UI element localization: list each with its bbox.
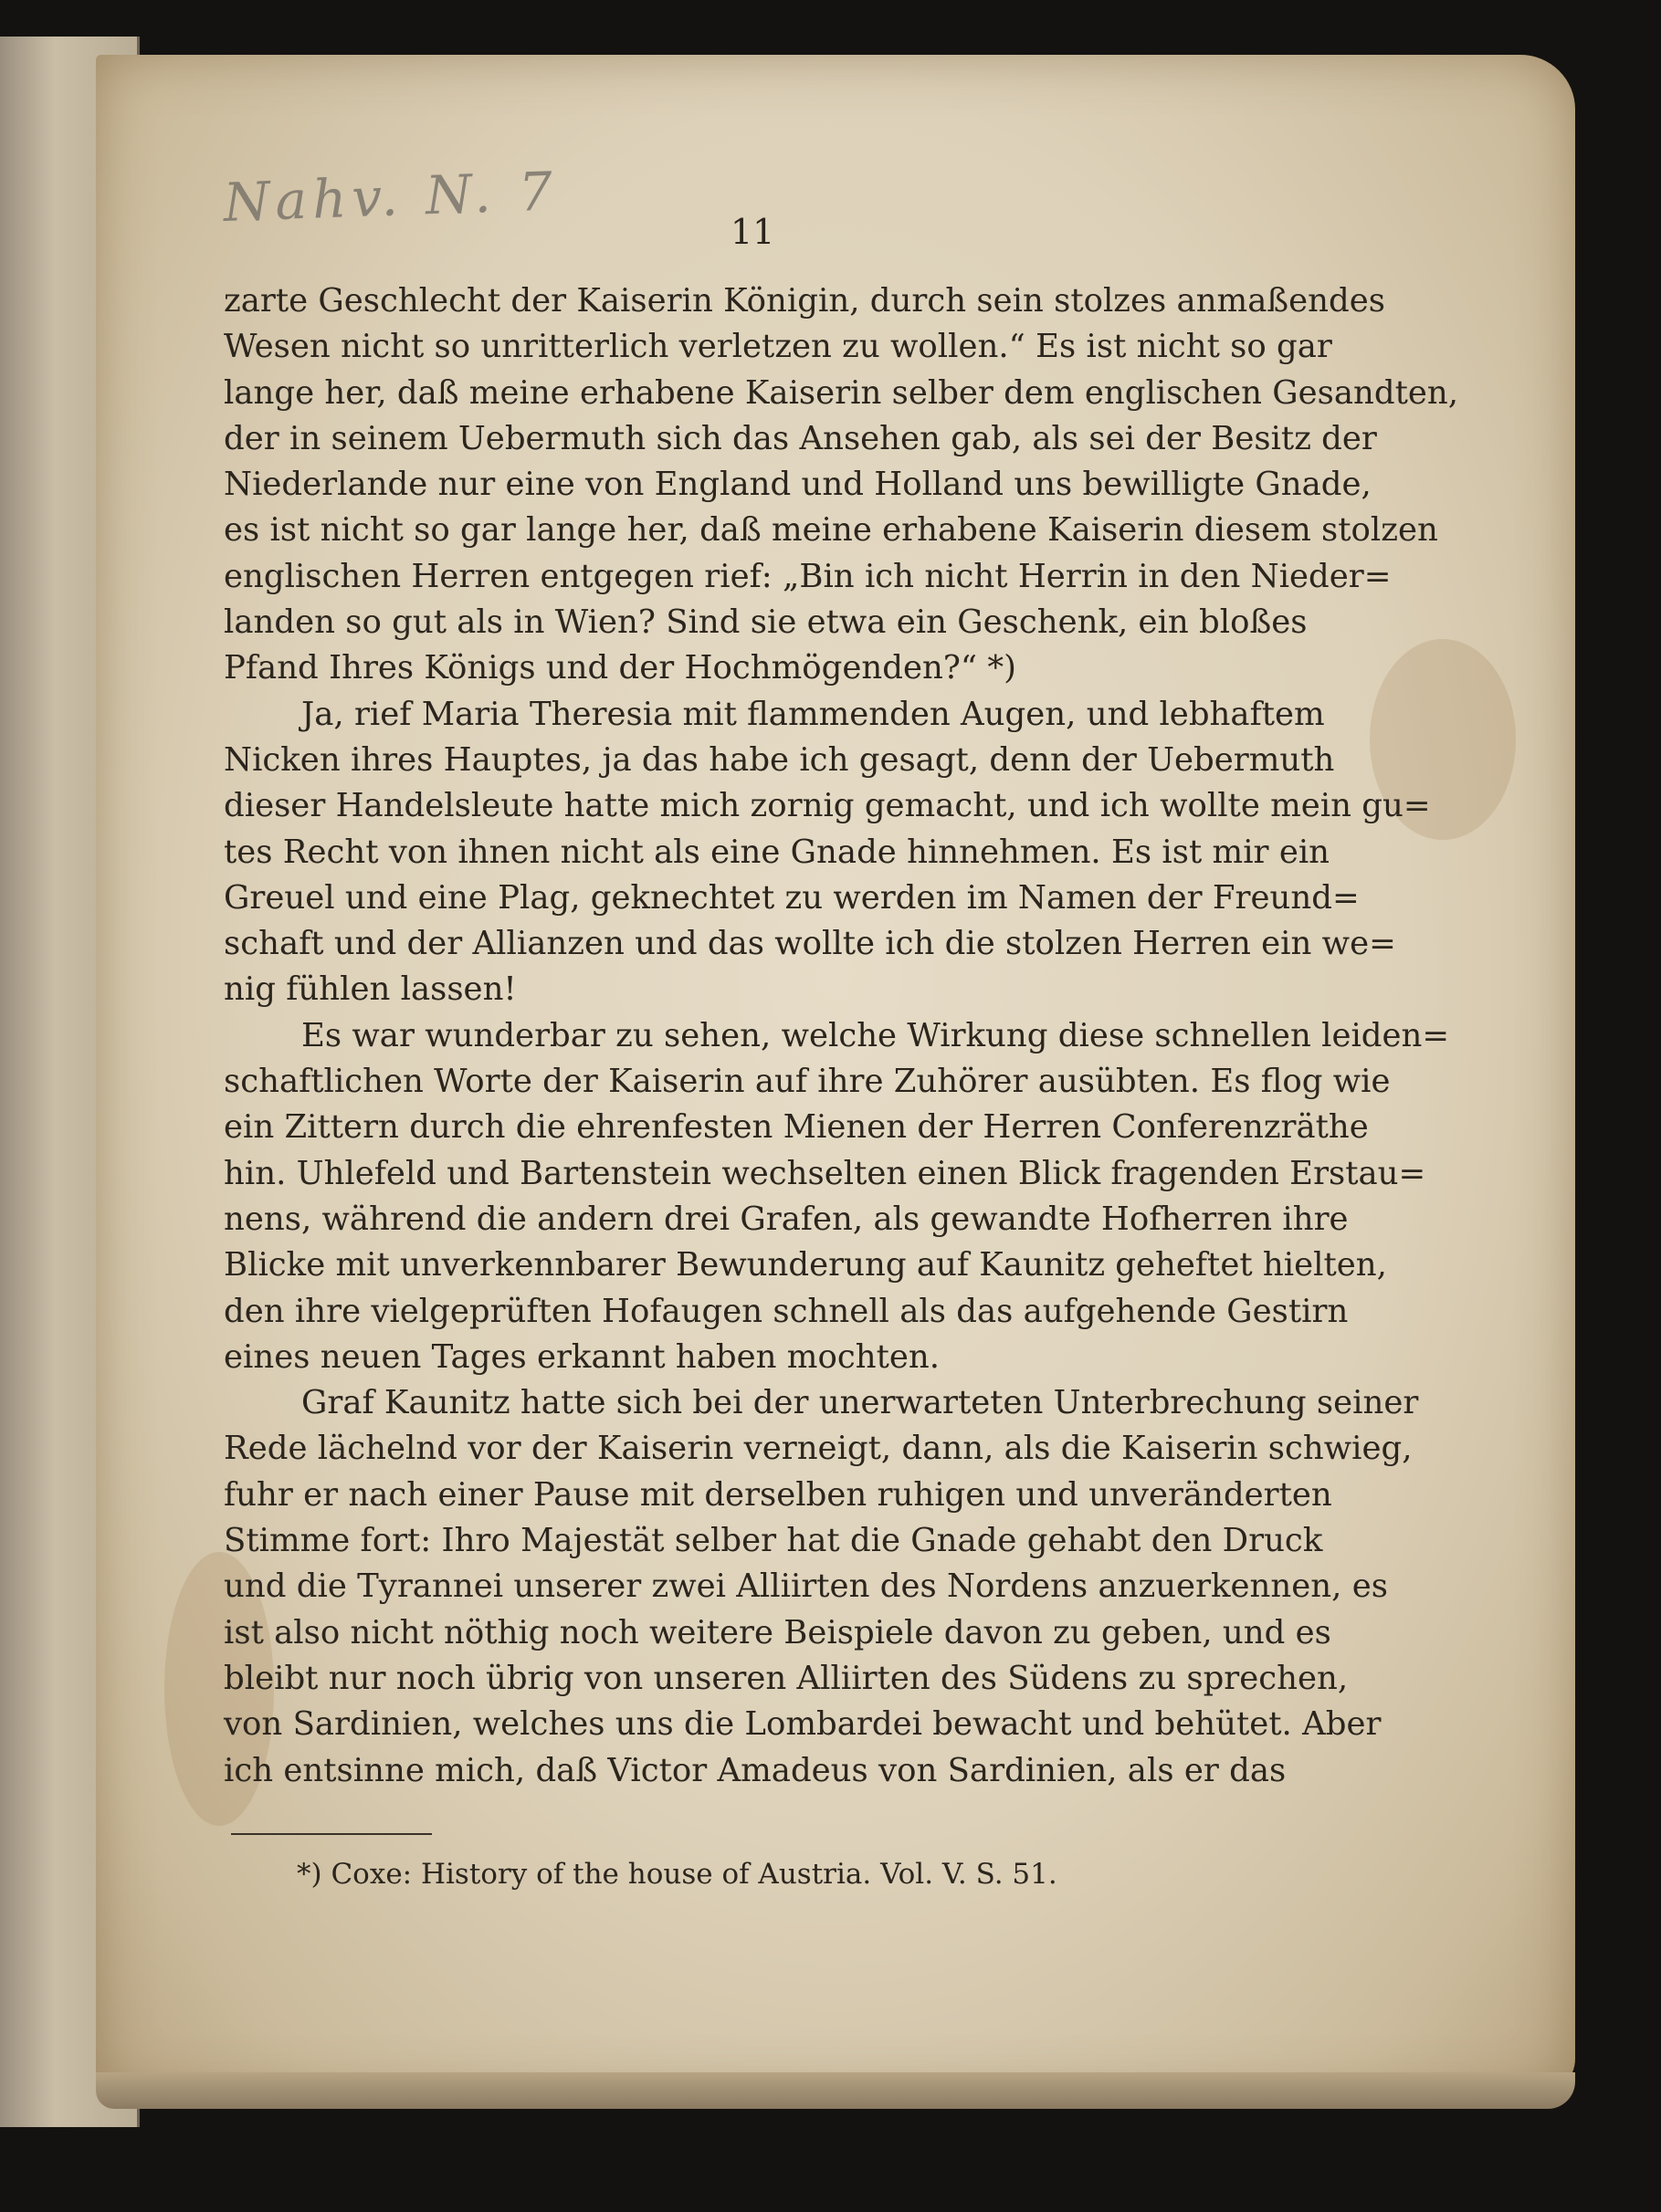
text-line: tes Recht von ihnen nicht als eine Gnade hinnehmen. Es ist mir ein <box>224 833 1330 871</box>
text-line: Rede lächelnd vor der Kaiserin verneigt, dann, als die Kaiserin schwieg, <box>224 1430 1413 1468</box>
text-line: nens, während die andern drei Grafen, als gewandte Hofherren ihre <box>224 1200 1349 1238</box>
page-number: 11 <box>731 212 775 252</box>
text-line: Ja, rief Maria Theresia mit flammenden Augen, und lebhaftem <box>301 695 1325 733</box>
text-line: Niederlande nur eine von England und Holland uns bewilligte Gnade, <box>224 466 1372 504</box>
text-line: ein Zittern durch die ehrenfesten Mienen der Herren Conferenzräthe <box>224 1108 1369 1147</box>
body-text <box>224 278 1459 1794</box>
text-line: nig fühlen lassen! <box>224 970 517 1009</box>
text-line: landen so gut als in Wien? Sind sie etwa ein Geschenk, ein bloßes <box>224 603 1308 642</box>
footnote-rule <box>231 1833 432 1835</box>
text-line: Graf Kaunitz hatte sich bei der unerwarteten Unterbrechung seiner <box>301 1384 1419 1422</box>
text-line: Stimme fort: Ihro Majestät selber hat die Gnade gehabt den Druck <box>224 1522 1323 1560</box>
text-line: Pfand Ihres Königs und der Hochmögenden?“ *) <box>224 649 1016 687</box>
text-line: von Sardinien, welches uns die Lombardei bewacht und behütet. Aber <box>224 1705 1382 1744</box>
text-line: dieser Handelsleute hatte mich zornig gemacht, und ich wollte mein gu= <box>224 787 1431 825</box>
text-line: lange her, daß meine erhabene Kaiserin selber dem englischen Gesandten, <box>224 373 1459 412</box>
text-line: Es war wunderbar zu sehen, welche Wirkung diese schnellen leiden= <box>301 1016 1450 1054</box>
footnote: *) Coxe: History of the house of Austria. Vol. V. S. 51. <box>297 1858 1057 1891</box>
text-line: englischen Herren entgegen rief: „Bin ich nicht Herrin in den Nieder= <box>224 557 1392 595</box>
text-line: der in seinem Uebermuth sich das Ansehen gab, als sei der Besitz der <box>224 419 1377 457</box>
text-line: fuhr er nach einer Pause mit derselben ruhigen und unveränderten <box>224 1475 1332 1514</box>
text-line: Nicken ihres Hauptes, ja das habe ich gesagt, denn der Uebermuth <box>224 740 1335 779</box>
text-line: hin. Uhlefeld und Bartenstein wechselten einen Blick fragenden Erstau= <box>224 1154 1426 1192</box>
text-line: eines neuen Tages erkannt haben mochten. <box>224 1337 940 1376</box>
margin-scribble: Nahv. N. 7 <box>222 160 559 235</box>
text-line: Wesen nicht so unritterlich verletzen zu wollen.“ Es ist nicht so gar <box>224 328 1332 366</box>
text-line: ich entsinne mich, daß Victor Amadeus von Sardinien, als er das <box>224 1751 1287 1789</box>
text-line: den ihre vielgeprüften Hofaugen schnell als das aufgehende Gestirn <box>224 1292 1349 1330</box>
text-line: Blicke mit unverkennbarer Bewunderung auf Kaunitz geheftet hielten, <box>224 1246 1387 1284</box>
text-line: schaftlichen Worte der Kaiserin auf ihre Zuhörer ausübten. Es flog wie <box>224 1063 1391 1101</box>
text-line: zarte Geschlecht der Kaiserin Königin, durch sein stolzes anmaßendes <box>224 282 1385 320</box>
text-line: Greuel und eine Plag, geknechtet zu werden im Namen der Freund= <box>224 878 1360 917</box>
text-line: schaft und der Allianzen und das wollte ich die stolzen Herren ein we= <box>224 925 1396 963</box>
text-line: ist also nicht nöthig noch weitere Beispiele davon zu geben, und es <box>224 1613 1331 1651</box>
text-line: es ist nicht so gar lange her, daß meine erhabene Kaiserin diesem stolzen <box>224 511 1438 550</box>
text-line: bleibt nur noch übrig von unseren Alliirten des Südens zu sprechen, <box>224 1659 1349 1697</box>
page-bottom-edge <box>96 2072 1575 2109</box>
text-line: und die Tyrannei unserer zwei Alliirten des Nordens anzuerkennen, es <box>224 1567 1388 1606</box>
